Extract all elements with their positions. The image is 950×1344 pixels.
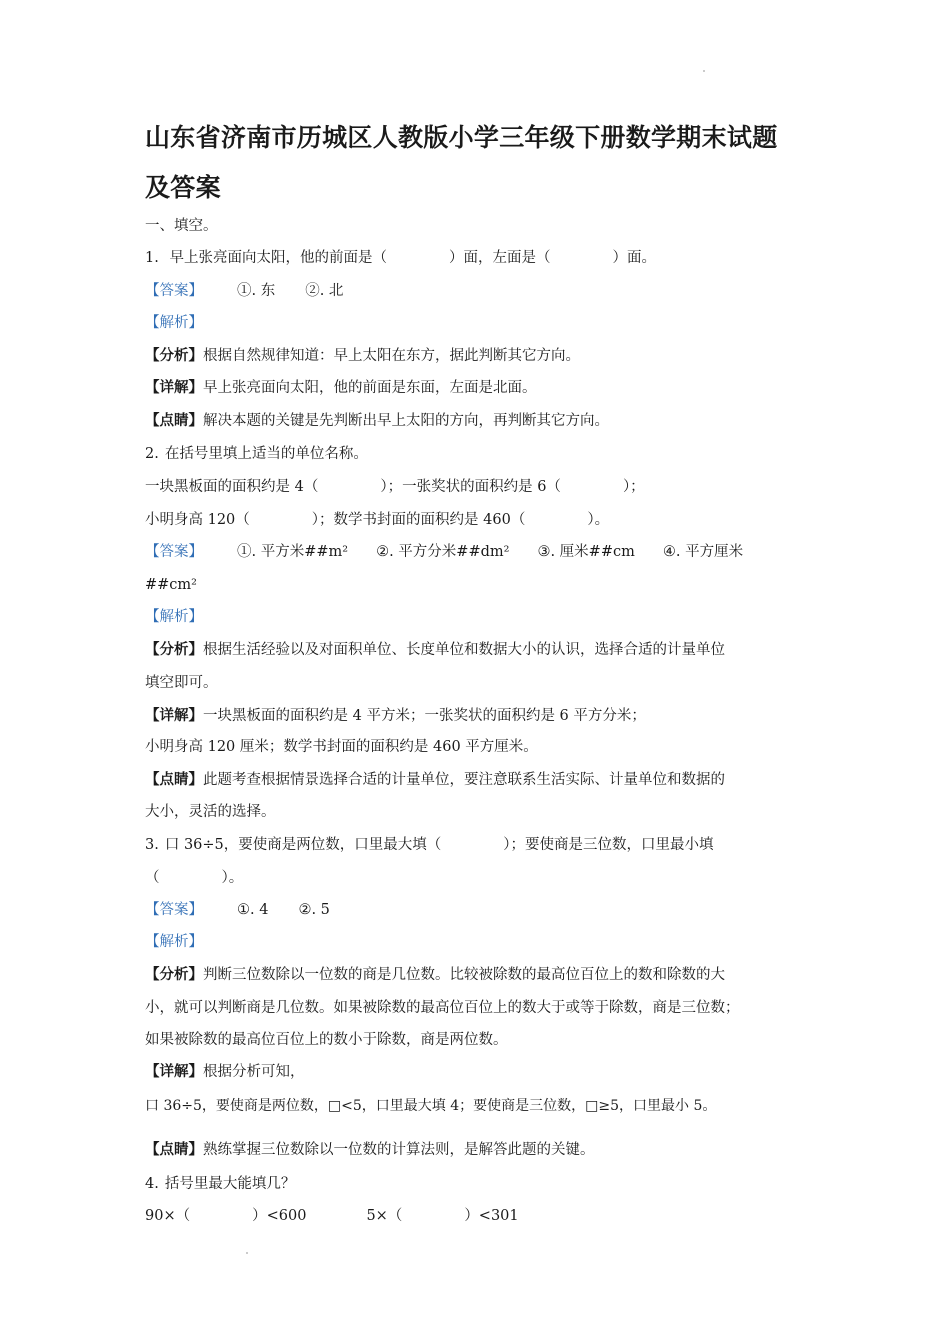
dianjing-label: 【点睛】 <box>145 1141 203 1158</box>
answer-label: 【答案】 <box>145 544 203 560</box>
answer-line <box>145 542 743 562</box>
question-text: 口 36÷5，要使商是两位数，口里最大填（ <box>164 837 442 853</box>
question-text: 一块黑板面的面积约是 4（ <box>145 479 319 495</box>
dianjing-line <box>145 411 609 431</box>
analysis-label: 【解析】 <box>145 315 203 331</box>
fenxi-line <box>145 965 725 985</box>
answer-line <box>145 281 343 301</box>
question-number: 1. <box>145 250 159 266</box>
dianjing-text: 解决本题的关键是先判断出早上太阳的方向，再判断其它方向。 <box>203 413 609 429</box>
question-text: ）； <box>622 479 645 495</box>
title-line-1: 山东省济南市历城区人教版小学三年级下册数学期末试题 <box>145 123 778 152</box>
question-2-line-2 <box>145 510 609 530</box>
answer-label: 【答案】 <box>145 283 203 299</box>
dianjing-line <box>145 770 725 790</box>
question-text: ）。 <box>587 512 610 528</box>
expression-2-end: ）<301 <box>464 1208 519 1224</box>
expression-2: 5×（ <box>366 1208 403 1224</box>
fenxi-line <box>145 640 725 660</box>
answer-value: ②. 5 <box>298 902 330 918</box>
xiangjie-line-cont: 小明身高 120 厘米；数学书封面的面积约是 460 平方厘米。 <box>145 739 538 755</box>
fenxi-label: 【分析】 <box>145 966 203 983</box>
fenxi-line-cont: 填空即可。 <box>145 675 218 691</box>
question-text: ）面。 <box>612 250 656 266</box>
fenxi-label: 【分析】 <box>145 347 203 364</box>
question-text: 小明身高 120（ <box>145 512 250 528</box>
question-text: ）面，左面是（ <box>448 250 551 266</box>
question-4-exprs <box>145 1206 519 1226</box>
question-3 <box>145 835 714 855</box>
question-number: 2. <box>145 446 159 462</box>
fenxi-line <box>145 346 580 366</box>
xiangjie-line <box>145 378 537 398</box>
xiangjie-label: 【详解】 <box>145 1063 203 1080</box>
fenxi-text: 根据自然规律知道：早上太阳在东方，据此判断其它方向。 <box>203 348 580 364</box>
expression-1: 90×（ <box>145 1208 191 1224</box>
xiangjie-line <box>145 706 646 726</box>
question-text: ）。 <box>221 870 244 886</box>
scan-speck <box>246 1252 248 1254</box>
answer-label: 【答案】 <box>145 902 203 918</box>
answer-value: ①. 平方米##m² <box>237 544 349 560</box>
question-text: 早上张亮面向太阳，他的前面是（ <box>169 250 387 266</box>
answer-value: ①. 东 <box>237 283 276 299</box>
dianjing-line <box>145 1140 595 1160</box>
dianjing-text: 此题考查根据情景选择合适的计量单位，要注意联系生活实际、计量单位和数据的 <box>203 772 725 788</box>
question-text: 在括号里填上适当的单位名称。 <box>164 446 368 462</box>
question-2 <box>145 444 368 464</box>
answer-value: ②. 平方分米##dm² <box>376 544 510 560</box>
question-text: ）；要使商是三位数，口里最小填 <box>503 837 714 853</box>
scan-speck <box>703 70 705 72</box>
question-number: 3. <box>145 837 159 853</box>
fenxi-line-cont: 如果被除数的最高位百位上的数小于除数，商是两位数。 <box>145 1032 508 1048</box>
fenxi-text: 根据生活经验以及对面积单位、长度单位和数据大小的认识，选择合适的计量单位 <box>203 642 725 658</box>
analysis-label: 【解析】 <box>145 934 203 950</box>
expression-1-end: ）<600 <box>252 1208 307 1224</box>
answer-line-cont: ##cm² <box>145 577 197 593</box>
title-line-2: 及答案 <box>145 173 221 202</box>
question-2-line-1 <box>145 477 645 497</box>
question-4 <box>145 1174 295 1194</box>
dianjing-label: 【点睛】 <box>145 412 203 429</box>
xiangjie-line <box>145 1062 305 1082</box>
fenxi-text: 判断三位数除以一位数的商是几位数。比较被除数的最高位百位上的数和除数的大 <box>203 967 725 983</box>
question-3-cont <box>145 868 243 888</box>
question-text: ）；数学书封面的面积约是 460（ <box>311 512 526 528</box>
answer-line <box>145 900 330 920</box>
question-text: 括号里最大能填几？ <box>164 1176 296 1192</box>
xiangjie-label: 【详解】 <box>145 707 203 724</box>
dianjing-line-cont: 大小，灵活的选择。 <box>145 804 276 820</box>
xiangjie-text: 早上张亮面向太阳，他的前面是东面，左面是北面。 <box>203 380 537 396</box>
question-text: ）；一张奖状的面积约是 6（ <box>380 479 561 495</box>
answer-value: ②. 北 <box>305 283 344 299</box>
xiangjie-line-cont: 口 36÷5，要使商是两位数，□<5，口里最大填 4；要使商是三位数，□≥5，口里最小 5。 <box>145 1098 717 1114</box>
answer-value: ④. 平方厘米 <box>662 544 744 560</box>
xiangjie-text: 根据分析可知， <box>203 1064 305 1080</box>
fenxi-line-cont: 小，就可以判断商是几位数。如果被除数的最高位百位上的数大于或等于除数，商是三位数； <box>145 1000 740 1016</box>
question-text: （ <box>145 870 160 886</box>
section-heading: 一、填空。 <box>145 218 218 234</box>
analysis-label: 【解析】 <box>145 609 203 625</box>
dianjing-label: 【点睛】 <box>145 771 203 788</box>
question-1 <box>145 248 656 268</box>
answer-value: ③. 厘米##cm <box>537 544 635 560</box>
xiangjie-label: 【详解】 <box>145 379 203 396</box>
answer-value: ①. 4 <box>237 902 269 918</box>
fenxi-label: 【分析】 <box>145 641 203 658</box>
dianjing-text: 熟练掌握三位数除以一位数的计算法则，是解答此题的关键。 <box>203 1142 595 1158</box>
xiangjie-text: 一块黑板面的面积约是 4 平方米；一张奖状的面积约是 6 平方分米； <box>203 708 646 724</box>
question-number: 4. <box>145 1176 159 1192</box>
